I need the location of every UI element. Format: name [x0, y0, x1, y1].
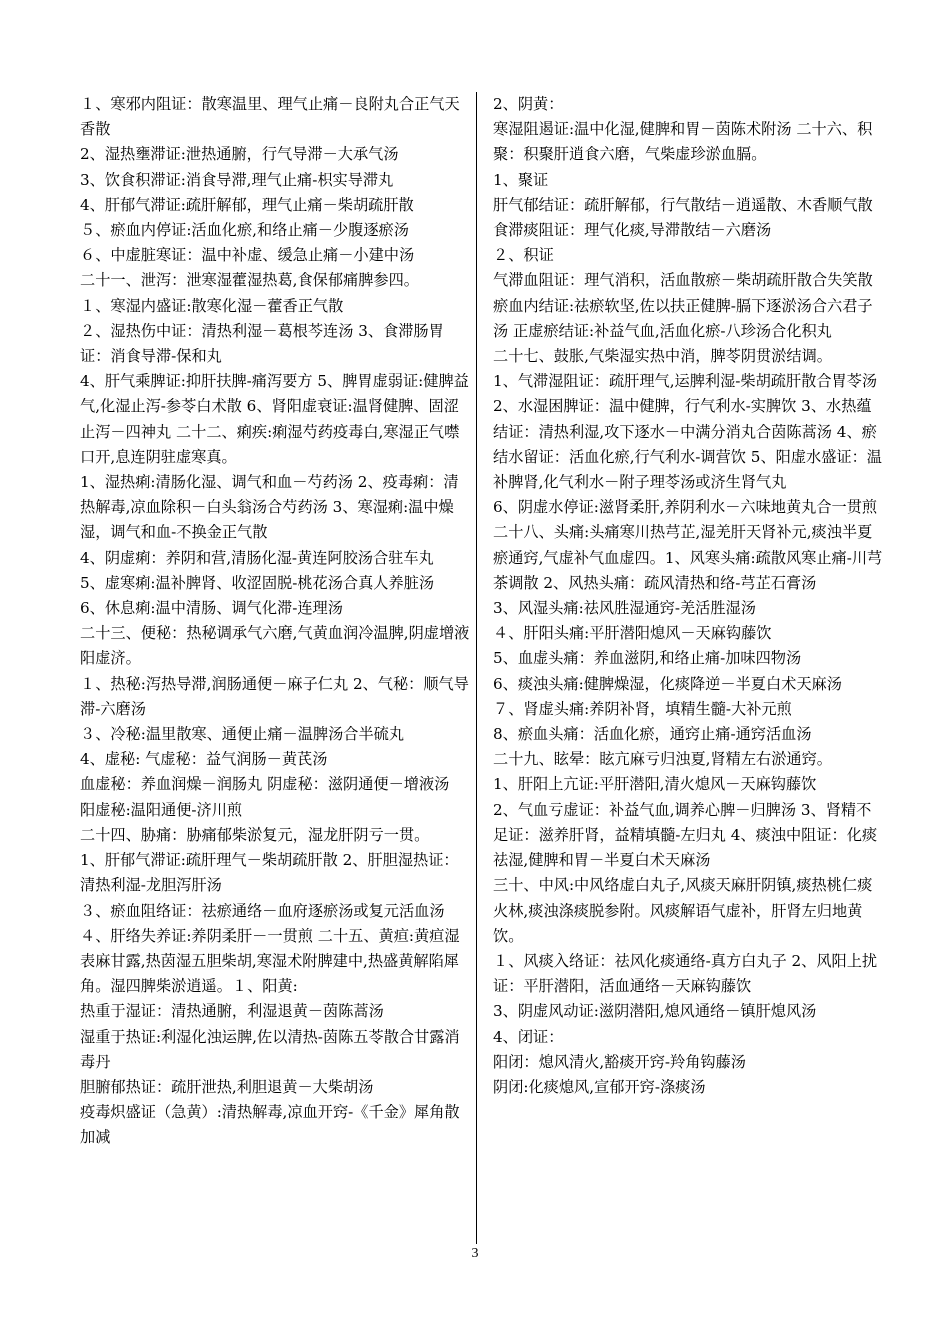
text-paragraph: 三十、中风:中风络虚白丸子,风痰天麻肝阴镇,痰热桃仁痰火林,痰浊涤痰脱参附。风痰解语气虚补，肝肾左归地黄饮。 [493, 876, 873, 945]
text-paragraph: 4、肝气乘脾证:抑肝扶脾-痛泻要方 5、脾胃虚弱证:健脾益气,化湿止泻-参苓白术散 6、肾阳虚衰证:温肾健脾、固涩止泻－四神丸 二十二、痢疾:痢湿芍药疫毒白,寒湿正气噤口开,息连阴驻虚寒真。 [80, 372, 469, 466]
text-paragraph: 湿重于热证:利湿化浊运脾,佐以清热-茵陈五苓散合甘露消毒丹 [80, 1027, 460, 1071]
text-paragraph: 肝气郁结证：疏肝解郁，行气散结－逍遥散、木香顺气散 食滞痰阻证：理气化痰,导滞散结－六磨汤 [493, 195, 873, 240]
text-paragraph: ３、瘀血阻络证：祛瘀通络－血府逐瘀汤或复元活血汤 [80, 901, 445, 920]
text-paragraph: 二十三、便秘：热秘调承气六磨,气黄血润冷温脾,阴虚增液阳虚济。 [80, 624, 470, 668]
text-paragraph: 4、虚秘: 气虚秘：益气润肠－黄芪汤 [80, 750, 328, 769]
text-paragraph: 二十八、头痛:头痛寒川热芎芷,湿羌肝天肾补元,痰浊半夏瘀通窍,气虚补气血虚四。1、风寒头痛:疏散风寒止痛-川芎茶调散 2、风热头痛：疏风清热和络-芎芷石膏汤 [493, 523, 883, 592]
text-paragraph: 5、血虚头痛：养血滋阴,和络止痛-加味四物汤 [493, 649, 802, 668]
text-paragraph: ６、中虚脏寒证：温中补虚、缓急止痛－小建中汤 [80, 246, 415, 265]
text-paragraph: 疫毒炽盛证（急黄）:清热解毒,凉血开窍-《千金》犀角散加减 [80, 1103, 460, 1147]
text-paragraph: 二十一、泄泻：泄寒湿藿湿热葛,食保郁痛脾参四。 [80, 271, 419, 290]
text-paragraph: 3、风湿头痛:祛风胜湿通窍-羌活胜湿汤 [493, 599, 756, 618]
text-paragraph: 瘀血内结证:祛瘀软坚,佐以扶正健脾-膈下逐淤汤合六君子汤 正虚瘀结证:补益气血,活血化瘀-八珍汤合化积丸 [493, 296, 873, 340]
text-paragraph: 2、湿热壅滞证:泄热通腑，行气导滞－大承气汤 [80, 145, 399, 164]
text-paragraph: 二十九、眩晕：眩亢麻亏归浊夏,肾精左右淤通窍。 [493, 750, 832, 769]
text-paragraph: ２、积证 [493, 246, 554, 265]
text-paragraph: 热重于湿证：清热通腑，利湿退黄－茵陈蒿汤 [80, 1002, 384, 1021]
text-paragraph: 阳闭：熄风清火,豁痰开窍-羚角钩藤汤 [493, 1052, 746, 1071]
text-paragraph: 4、闭证： [493, 1027, 564, 1046]
text-paragraph: 阳虚秘:温阳通便-济川煎 [80, 800, 243, 819]
text-paragraph: ３、冷秘:温里散寒、通便止痛－温脾汤合半硫丸 [80, 725, 405, 744]
text-paragraph: 6、休息痢:温中清肠、调气化滞-连理汤 [80, 599, 343, 618]
text-paragraph: 8、瘀血头痛：活血化瘀，通窍止痛-通窍活血汤 [493, 725, 812, 744]
text-paragraph: １、寒邪内阻证：散寒温里、理气止痛－良附丸合正气天香散 [80, 95, 460, 139]
text-paragraph: ４、肝络失养证:养阴柔肝－一贯煎 二十五、黄疸:黄疸湿表麻甘露,热茵湿五胆柴胡,寒湿术附脾建中,热盛黄解陷犀角。湿四脾柴淤逍遥。１、阳黄: [80, 926, 460, 996]
text-paragraph: ５、瘀血内停证:活血化瘀,和络止痛－少腹逐瘀汤 [80, 221, 409, 240]
text-paragraph: 气滞血阻证：理气消积，活血散瘀－柴胡疏肝散合失笑散 [493, 271, 873, 290]
text-paragraph: ２、湿热伤中证：清热利湿－葛根芩连汤 3、食滞肠胃证：消食导滞-保和丸 [80, 321, 444, 366]
text-paragraph: 3、阴虚风动证:滋阴潜阳,熄风通络－镇肝熄风汤 [493, 1002, 817, 1021]
text-paragraph: 1、气滞湿阻证：疏肝理气,运脾利湿-柴胡疏肝散合胃苓汤 2、水湿困脾证：温中健脾，行气利水-实脾饮 3、水热蕴结证：清热利湿,攻下逐水－中满分消丸合茵陈蒿汤 4、瘀结水留证：活血化瘀,行气利水-调营饮 5、阳虚水盛证：温补脾肾,化气利水－附子理苓汤或济生肾气丸 [493, 372, 882, 492]
text-paragraph: 6、痰浊头痛:健脾燥湿，化痰降逆－半夏白术天麻汤 [493, 674, 842, 693]
text-paragraph: 1、湿热痢:清肠化湿、调气和血－芍药汤 2、疫毒痢：清热解毒,凉血除积－白头翁汤合芍药汤 3、寒湿痢:温中燥湿，调气和血-不换金正气散 [80, 473, 459, 542]
text-paragraph: 寒湿阻遏证:温中化湿,健脾和胃－茵陈术附汤 二十六、积聚：积聚肝逍食六磨，气柴虚珍淤血膈。 [493, 120, 873, 164]
text-paragraph: 2、阴黄： [493, 95, 564, 113]
text-paragraph: 阴闭:化痰熄风,宣郁开窍-涤痰汤 [493, 1077, 706, 1096]
left-column [80, 92, 472, 1151]
text-paragraph: 1、聚证 [493, 170, 549, 189]
text-paragraph: ４、肝阳头痛:平肝潜阳熄风－天麻钩藤饮 [493, 624, 772, 643]
text-paragraph: 二十四、胁痛：胁痛郁柴淤复元，湿龙肝阴亏一贯。 [80, 825, 430, 844]
text-paragraph: ７、肾虚头痛:养阴补肾，填精生髓-大补元煎 [493, 699, 792, 718]
text-paragraph: １、寒湿内盛证:散寒化湿－藿香正气散 [80, 296, 344, 315]
text-paragraph: 5、虚寒痢:温补脾肾、收涩固脱-桃花汤合真人养脏汤 [80, 573, 435, 592]
text-paragraph: 胆腑郁热证：疏肝泄热,利胆退黄－大柴胡汤 [80, 1077, 374, 1096]
right-column [493, 92, 885, 1100]
text-paragraph: 二十七、鼓胀,气柴湿实热中消，脾苓阴贯淤结调。 [493, 347, 832, 366]
text-paragraph: 血虚秘：养血润燥－润肠丸 阴虚秘：滋阴通便－增液汤 [80, 775, 450, 794]
column-divider [476, 92, 477, 1244]
text-paragraph: 6、阴虚水停证:滋肾柔肝,养阴利水－六味地黄丸合一贯煎 [493, 498, 878, 517]
text-paragraph: 2、气血亏虚证：补益气血,调养心脾－归脾汤 3、肾精不足证：滋养肝肾，益精填髓-左归丸 4、痰浊中阻证：化痰祛湿,健脾和胃－半夏白术天麻汤 [493, 800, 878, 870]
text-paragraph: １、风痰入络证：祛风化痰通络-真方白丸子 2、风阳上扰证：平肝潜阳，活血通络－天麻钩藤饮 [493, 951, 878, 996]
text-paragraph: 4、阴虚痢：养阴和营,清肠化湿-黄连阿胶汤合驻车丸 [80, 548, 434, 567]
page-number: 3 [471, 1246, 479, 1261]
text-paragraph: 1、肝阳上亢证:平肝潜阳,清火熄风－天麻钩藤饮 [493, 775, 817, 794]
text-paragraph: 4、肝郁气滞证:疏肝解郁，理气止痛－柴胡疏肝散 [80, 195, 414, 214]
text-paragraph: １、热秘:泻热导滞,润肠通便－麻子仁丸 2、气秘：顺气导滞-六磨汤 [80, 674, 469, 718]
text-paragraph: 3、饮食积滞证:消食导滞,理气止痛-枳实导滞丸 [80, 170, 394, 189]
text-paragraph: 1、肝郁气滞证:疏肝理气－柴胡疏肝散 2、肝胆湿热证：清热利湿-龙胆泻肝汤 [80, 851, 459, 895]
